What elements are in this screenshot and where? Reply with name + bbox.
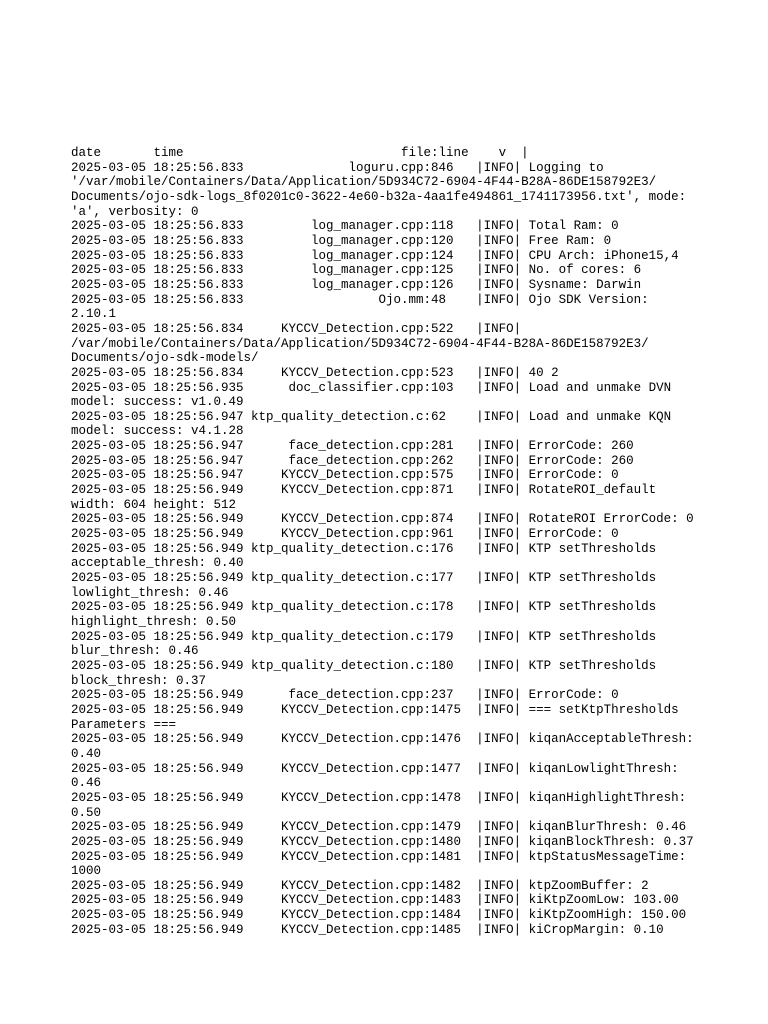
- log-line: 2025-03-05 18:25:56.949 ktp_quality_detection.c:178 |INFO| KTP setThresholds: [71, 600, 657, 615]
- log-line: 2025-03-05 18:25:56.833 Ojo.mm:48 |INFO| Ojo SDK Version:: [71, 292, 649, 307]
- log-line: 2025-03-05 18:25:56.949 KYCCV_Detection.cpp:1480 |INFO| kiqanBlockThresh: 0.37: [71, 834, 694, 849]
- log-line: '/var/mobile/Containers/Data/Application/5D934C72-6904-4F44-B28A-86DE158792E3/: [71, 175, 657, 190]
- log-line: 2025-03-05 18:25:56.834 KYCCV_Detection.cpp:522 |INFO|: [71, 321, 522, 336]
- log-line: blur_thresh: 0.46: [71, 644, 199, 659]
- log-line: 2025-03-05 18:25:56.833 loguru.cpp:846 |INFO| Logging to: [71, 160, 604, 175]
- log-line: acceptable_thresh: 0.40: [71, 556, 244, 571]
- log-line: 2025-03-05 18:25:56.949 KYCCV_Detection.cpp:1482 |INFO| ktpZoomBuffer: 2: [71, 878, 649, 893]
- log-line: 2025-03-05 18:25:56.949 face_detection.cpp:237 |INFO| ErrorCode: 0: [71, 688, 619, 703]
- log-line: 2025-03-05 18:25:56.833 log_manager.cpp:120 |INFO| Free Ram: 0: [71, 233, 612, 248]
- log-line: width: 604 height: 512: [71, 497, 237, 512]
- log-line: 2025-03-05 18:25:56.949 KYCCV_Detection.cpp:1476 |INFO| kiqanAcceptableThresh:: [71, 732, 694, 747]
- log-line: lowlight_thresh: 0.46: [71, 585, 229, 600]
- log-line: 2025-03-05 18:25:56.949 KYCCV_Detection.cpp:1483 |INFO| kiKtpZoomLow: 103.00: [71, 893, 679, 908]
- log-line: 2025-03-05 18:25:56.947 KYCCV_Detection.cpp:575 |INFO| ErrorCode: 0: [71, 468, 619, 483]
- log-line: 2025-03-05 18:25:56.949 KYCCV_Detection.cpp:1478 |INFO| kiqanHighlightThresh:: [71, 790, 687, 805]
- log-line: 2025-03-05 18:25:56.833 log_manager.cpp:124 |INFO| CPU Arch: iPhone15,4: [71, 248, 679, 263]
- log-line: Parameters ===: [71, 717, 177, 732]
- log-line: /var/mobile/Containers/Data/Application/5D934C72-6904-4F44-B28A-86DE158792E3/: [71, 336, 649, 351]
- log-line: 2025-03-05 18:25:56.949 ktp_quality_detection.c:176 |INFO| KTP setThresholds: [71, 541, 657, 556]
- log-header-line: date time file:line v |: [71, 146, 529, 160]
- log-line: 2.10.1: [71, 307, 117, 322]
- log-line: 2025-03-05 18:25:56.935 doc_classifier.cpp:103 |INFO| Load and unmake DVN: [71, 380, 672, 395]
- log-line: 0.40: [71, 746, 102, 761]
- log-line: highlight_thresh: 0.50: [71, 615, 237, 629]
- log-line: 2025-03-05 18:25:56.949 KYCCV_Detection.cpp:1481 |INFO| ktpStatusMessageTime:: [71, 849, 687, 864]
- log-line: Documents/ojo-sdk-logs_8f0201c0-3622-4e60-b32a-4aa1fe494861_1741173956.txt', mode:: [71, 189, 687, 204]
- log-line: 0.50: [71, 805, 102, 820]
- log-line: model: success: v1.0.49: [71, 395, 244, 410]
- log-text-block: [71, 146, 711, 937]
- log-line: block_thresh: 0.37: [71, 673, 207, 688]
- log-line: 2025-03-05 18:25:56.949 KYCCV_Detection.cpp:1475 |INFO| === setKtpThresholds: [71, 702, 679, 717]
- log-line: 2025-03-05 18:25:56.949 KYCCV_Detection.cpp:1477 |INFO| kiqanLowlightThresh:: [71, 761, 679, 776]
- log-line: model: success: v4.1.28: [71, 424, 244, 439]
- log-line: 2025-03-05 18:25:56.949 ktp_quality_detection.c:177 |INFO| KTP setThresholds: [71, 571, 657, 586]
- log-line: 2025-03-05 18:25:56.833 log_manager.cpp:118 |INFO| Total Ram: 0: [71, 219, 619, 234]
- log-line: 2025-03-05 18:25:56.833 log_manager.cpp:126 |INFO| Sysname: Darwin: [71, 277, 642, 292]
- log-line: 2025-03-05 18:25:56.947 ktp_quality_detection.c:62 |INFO| Load and unmake KQN: [71, 409, 672, 424]
- log-line: 2025-03-05 18:25:56.947 face_detection.cpp:281 |INFO| ErrorCode: 260: [71, 439, 634, 454]
- log-line: 'a', verbosity: 0: [71, 204, 199, 219]
- log-line: 2025-03-05 18:25:56.833 log_manager.cpp:125 |INFO| No. of cores: 6: [71, 263, 642, 278]
- log-line: 2025-03-05 18:25:56.949 ktp_quality_detection.c:179 |INFO| KTP setThresholds: [71, 629, 657, 644]
- log-line: 0.46: [71, 776, 102, 791]
- log-line: 2025-03-05 18:25:56.949 KYCCV_Detection.cpp:1484 |INFO| kiKtpZoomHigh: 150.00: [71, 908, 687, 923]
- log-line: 2025-03-05 18:25:56.949 KYCCV_Detection.cpp:871 |INFO| RotateROI_default: [71, 483, 657, 498]
- log-line: 2025-03-05 18:25:56.834 KYCCV_Detection.cpp:523 |INFO| 40 2: [71, 365, 559, 380]
- log-line: 2025-03-05 18:25:56.947 face_detection.cpp:262 |INFO| ErrorCode: 260: [71, 453, 634, 468]
- log-line: 2025-03-05 18:25:56.949 KYCCV_Detection.cpp:961 |INFO| ErrorCode: 0: [71, 527, 619, 542]
- log-line: 1000: [71, 864, 102, 879]
- log-line: 2025-03-05 18:25:56.949 KYCCV_Detection.cpp:1479 |INFO| kiqanBlurThresh: 0.46: [71, 820, 687, 835]
- log-line: 2025-03-05 18:25:56.949 KYCCV_Detection.cpp:874 |INFO| RotateROI ErrorCode: 0: [71, 512, 694, 527]
- log-line: 2025-03-05 18:25:56.949 ktp_quality_detection.c:180 |INFO| KTP setThresholds: [71, 658, 657, 673]
- log-line: Documents/ojo-sdk-models/: [71, 351, 259, 366]
- log-line: 2025-03-05 18:25:56.949 KYCCV_Detection.cpp:1485 |INFO| kiCropMargin: 0.10: [71, 922, 664, 937]
